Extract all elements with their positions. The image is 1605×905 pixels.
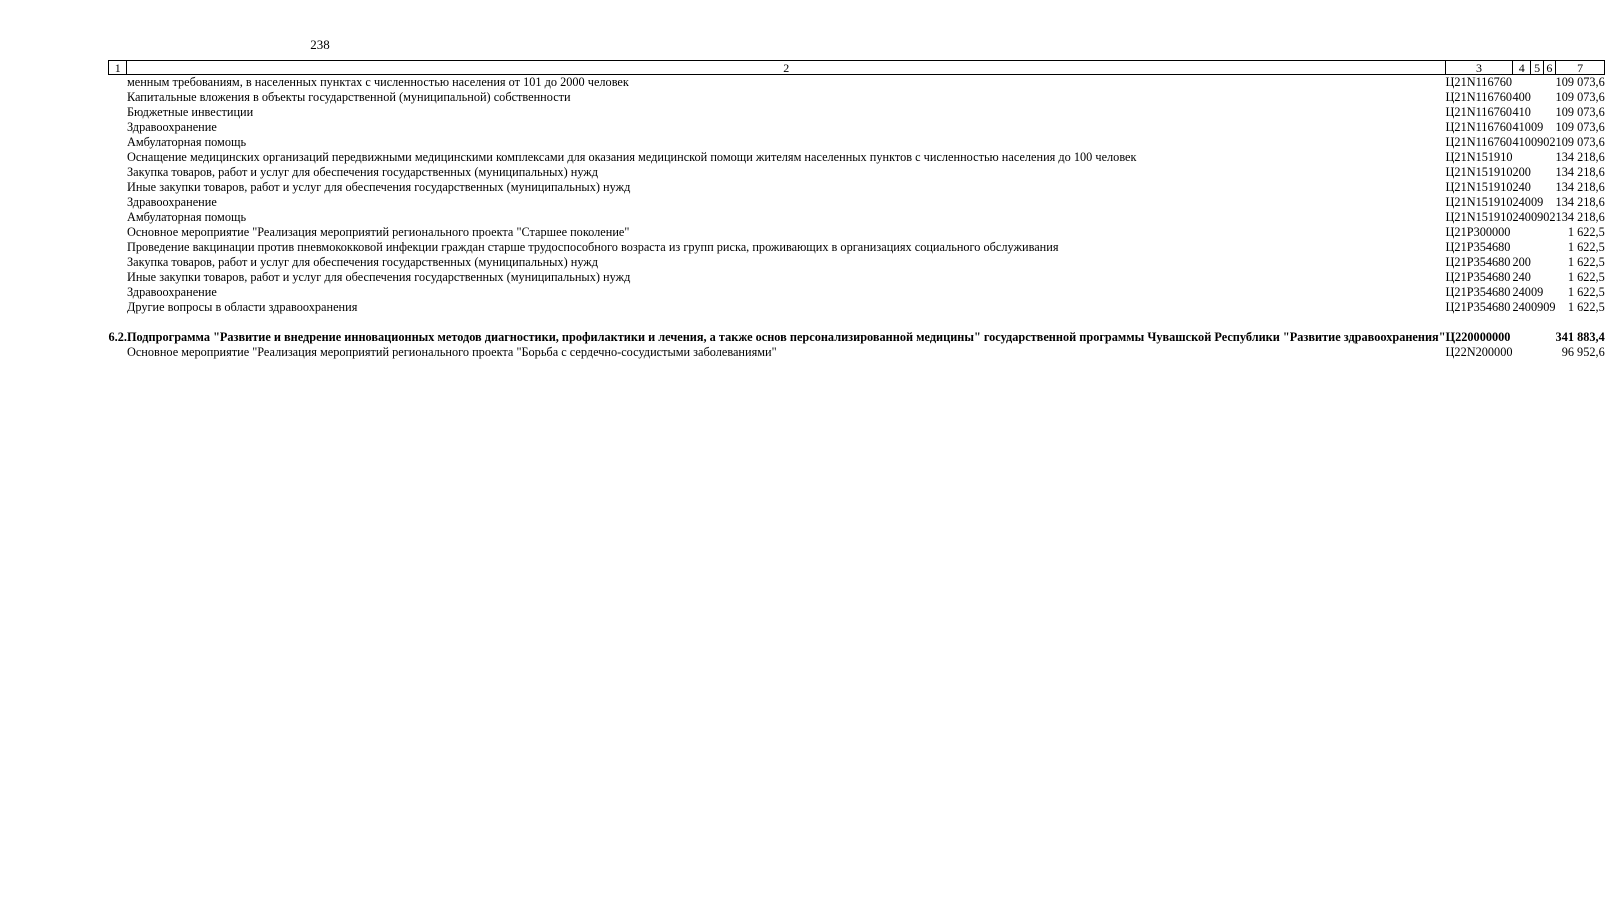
row-subsection (1543, 150, 1555, 165)
row-name: Другие вопросы в области здравоохранения (126, 300, 358, 314)
row-expense-type: 410 (1512, 135, 1531, 149)
row-subsection (1543, 225, 1555, 240)
row-subsection (1543, 180, 1555, 195)
row-number (109, 165, 127, 180)
row-name: Закупка товаров, работ и услуг для обеспечения государственных (муниципальных) нужд (126, 255, 599, 269)
header-col-7: 7 (1556, 61, 1605, 75)
row-section: 09 (1530, 135, 1544, 149)
row-amount: 109 073,6 (1555, 90, 1605, 104)
row-name: Проведение вакцинации против пневмококковой инфекции граждан старше трудоспособного возраста из групп риска, проживающих в организациях социального обслуживания (126, 240, 1059, 254)
row-amount: 134 218,6 (1555, 165, 1605, 179)
row-code: Ц21N116760 (1445, 120, 1513, 134)
table-row (109, 255, 1605, 270)
row-amount: 1 622,5 (1567, 255, 1605, 269)
row-name: Здравоохранение (126, 120, 217, 134)
row-subsection (1543, 270, 1555, 285)
table-row (109, 90, 1605, 105)
row-amount: 109 073,6 (1555, 135, 1605, 149)
row-code: Ц21P354680 (1445, 240, 1511, 254)
row-expense-type (1513, 330, 1531, 345)
row-subsection: 02 (1543, 210, 1556, 224)
header-col-2: 2 (127, 61, 1446, 75)
table-row (109, 225, 1605, 240)
row-section (1531, 330, 1543, 345)
table-row (109, 120, 1605, 135)
row-expense-type: 200 (1512, 165, 1531, 179)
row-number (109, 135, 127, 150)
row-number (109, 120, 127, 135)
row-code: Ц21N151910 (1445, 210, 1513, 224)
row-subsection (1543, 105, 1555, 120)
row-number (109, 105, 127, 120)
row-expense-type: 240 (1512, 180, 1531, 194)
row-number (109, 195, 127, 210)
row-name: Основное мероприятие "Реализация мероприятий регионального проекта "Борьба с сердечно-сосудистыми заболеваниями" (126, 345, 777, 359)
row-number (109, 150, 127, 165)
row-expense-type: 400 (1512, 90, 1531, 104)
budget-table (108, 60, 1605, 360)
row-amount: 134 218,6 (1555, 210, 1605, 224)
row-code: Ц21P354680 (1445, 255, 1511, 269)
spacer-cell (109, 315, 1605, 330)
row-name: Иные закупки товаров, работ и услуг для обеспечения государственных (муниципальных) нужд (126, 180, 631, 194)
table-row (109, 210, 1605, 225)
row-amount: 109 073,6 (1555, 75, 1605, 89)
row-section: 09 (1530, 210, 1544, 224)
row-number (109, 285, 127, 300)
row-subsection (1543, 240, 1555, 255)
header-col-6: 6 (1543, 61, 1555, 75)
table-row (109, 345, 1605, 360)
row-amount: 1 622,5 (1567, 270, 1605, 284)
row-section (1531, 240, 1543, 255)
row-amount: 109 073,6 (1555, 120, 1605, 134)
row-subsection (1543, 345, 1555, 360)
row-code: Ц21N151910 (1445, 180, 1513, 194)
row-expense-type (1513, 225, 1531, 240)
row-subsection (1543, 75, 1555, 91)
row-code: Ц21P354680 (1445, 285, 1511, 299)
row-section (1531, 345, 1543, 360)
row-number (109, 270, 127, 285)
header-col-5: 5 (1531, 61, 1543, 75)
row-name: Подпрограмма "Развитие и внедрение инновационных методов диагностики, профилактики и лечения, а также основ персонализированной медицины" государственной программы Чувашской Республики "Развитие здравоохранения" (126, 330, 1446, 344)
row-number (109, 345, 127, 360)
row-number (109, 300, 127, 315)
row-number (109, 180, 127, 195)
row-code: Ц22N200000 (1445, 345, 1513, 359)
row-code: Ц21N151910 (1445, 165, 1513, 179)
table-row (109, 180, 1605, 195)
header-col-4: 4 (1513, 61, 1531, 75)
row-expense-type (1513, 240, 1531, 255)
row-subsection (1543, 195, 1555, 210)
row-amount: 96 952,6 (1561, 345, 1605, 359)
table-row (109, 150, 1605, 165)
row-number: 6.2. (108, 330, 127, 344)
row-amount: 109 073,6 (1555, 105, 1605, 119)
page-number: 238 (310, 37, 330, 52)
row-code: Ц21N116760 (1445, 135, 1513, 149)
row-code: Ц21N116760 (1445, 75, 1513, 89)
row-section: 09 (1530, 285, 1544, 299)
row-section (1531, 270, 1543, 285)
row-code: Ц21N151910 (1445, 150, 1513, 164)
row-code: Ц21N151910 (1445, 195, 1513, 209)
row-subsection (1543, 285, 1555, 300)
row-expense-type: 240 (1512, 285, 1531, 299)
row-amount: 134 218,6 (1555, 150, 1605, 164)
row-code: Ц220000000 (1445, 330, 1511, 344)
row-amount: 1 622,5 (1567, 240, 1605, 254)
table-row (109, 165, 1605, 180)
row-name: Амбулаторная помощь (126, 135, 247, 149)
row-section (1531, 180, 1543, 195)
row-expense-type: 410 (1512, 120, 1531, 134)
row-code: Ц21N116760 (1445, 90, 1513, 104)
row-name: Иные закупки товаров, работ и услуг для обеспечения государственных (муниципальных) нужд (126, 270, 631, 284)
table-body (109, 75, 1605, 361)
spacer-row (109, 315, 1605, 330)
row-subsection (1543, 330, 1555, 345)
row-section (1531, 90, 1543, 105)
table-row (109, 75, 1605, 91)
row-section (1531, 75, 1543, 91)
row-subsection (1543, 165, 1555, 180)
table-row (109, 195, 1605, 210)
row-subsection (1543, 120, 1555, 135)
table-row (109, 330, 1605, 345)
row-amount: 134 218,6 (1555, 180, 1605, 194)
row-expense-type (1513, 150, 1531, 165)
row-section (1531, 255, 1543, 270)
row-section: 09 (1530, 195, 1544, 209)
header-col-1: 1 (109, 61, 127, 75)
row-number (109, 255, 127, 270)
row-expense-type: 410 (1512, 105, 1531, 119)
row-code: Ц21N116760 (1445, 105, 1513, 119)
row-section (1531, 225, 1543, 240)
table-row (109, 135, 1605, 150)
table-row (109, 270, 1605, 285)
row-name: Здравоохранение (126, 285, 217, 299)
row-subsection: 09 (1543, 300, 1556, 314)
row-expense-type: 240 (1512, 195, 1531, 209)
row-expense-type: 240 (1512, 300, 1531, 314)
header-col-3: 3 (1446, 61, 1513, 75)
row-amount: 1 622,5 (1567, 225, 1605, 239)
row-expense-type: 200 (1512, 255, 1531, 269)
row-number (109, 240, 127, 255)
row-amount: 1 622,5 (1567, 300, 1605, 314)
table-header (109, 61, 1605, 75)
table-row (109, 240, 1605, 255)
table-row (109, 285, 1605, 300)
row-name: менным требованиям, в населенных пунктах с численностью населения от 101 до 2000 человек (126, 75, 629, 89)
table-row (109, 105, 1605, 120)
row-name: Амбулаторная помощь (126, 210, 247, 224)
row-section (1531, 150, 1543, 165)
row-number (109, 210, 127, 225)
row-name: Закупка товаров, работ и услуг для обеспечения государственных (муниципальных) нужд (126, 165, 599, 179)
row-expense-type: 240 (1512, 270, 1531, 284)
row-code: Ц21P354680 (1445, 270, 1511, 284)
table-row (109, 300, 1605, 315)
row-expense-type (1513, 345, 1531, 360)
row-code: Ц21P354680 (1445, 300, 1511, 314)
row-name: Оснащение медицинских организаций передвижными медицинскими комплексами для оказания медицинской помощи жителям населенных пунктов с численностью населения до 100 человек (126, 150, 1137, 164)
row-number (109, 225, 127, 240)
row-code: Ц21P300000 (1445, 225, 1511, 239)
row-expense-type: 240 (1512, 210, 1531, 224)
row-amount: 341 883,4 (1555, 330, 1605, 344)
row-number (109, 75, 127, 91)
row-section: 09 (1530, 300, 1544, 314)
row-amount: 1 622,5 (1567, 285, 1605, 299)
row-subsection: 02 (1543, 135, 1556, 149)
row-section: 09 (1530, 120, 1544, 134)
row-name: Основное мероприятие "Реализация мероприятий регионального проекта "Старшее поколение" (126, 225, 630, 239)
row-expense-type (1513, 75, 1531, 91)
row-subsection (1543, 90, 1555, 105)
row-name: Капитальные вложения в объекты государственной (муниципальной) собственности (126, 90, 571, 104)
row-name: Здравоохранение (126, 195, 217, 209)
row-section (1531, 165, 1543, 180)
row-subsection (1543, 255, 1555, 270)
row-name: Бюджетные инвестиции (126, 105, 254, 119)
row-section (1531, 105, 1543, 120)
row-number (109, 90, 127, 105)
row-amount: 134 218,6 (1555, 195, 1605, 209)
